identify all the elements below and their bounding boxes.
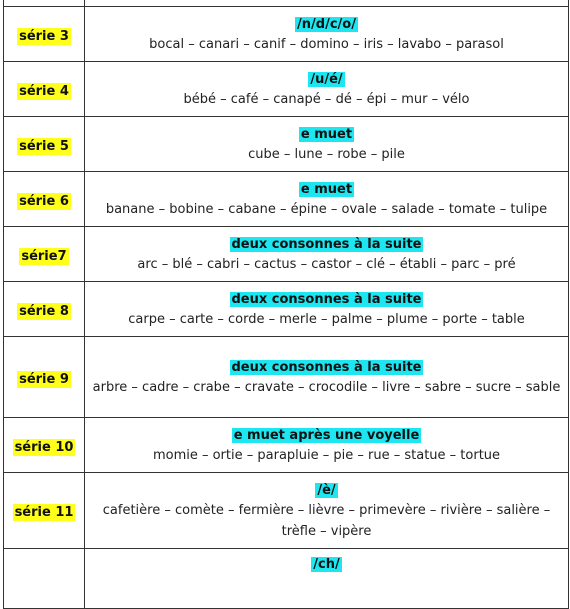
series-label: série 3 — [19, 28, 69, 44]
table-row — [4, 117, 569, 172]
sound-heading: e muet — [300, 127, 353, 142]
series-label: série 11 — [14, 505, 74, 520]
series-label-cell — [4, 7, 85, 62]
series-content-cell — [85, 172, 569, 227]
sound-heading: deux consonnes à la suite — [231, 237, 422, 252]
sound-heading: deux consonnes à la suite — [231, 292, 422, 307]
series-label: série 4 — [19, 83, 69, 99]
sound-heading: deux consonnes à la suite — [231, 360, 422, 375]
sound-heading: e muet — [300, 182, 353, 197]
word-list: arc – blé – cabri – cactus – castor – clé – établi – parc – pré — [137, 257, 516, 272]
word-list: momie – ortie – parapluie – pie – rue – statue – tortue — [152, 448, 501, 463]
word-list: cafetière – comète – fermière – lièvre – primevère – rivière – salière – trèfle – vipère — [102, 503, 551, 539]
word-list: bébé – café – canapé – dé – épi – mur – vélo — [183, 92, 470, 107]
sound-heading: e muet après une voyelle — [233, 428, 420, 443]
series-label-cell — [4, 418, 85, 473]
word-list: arbre – cadre – crabe – cravate – crocodile – livre – sabre – sucre – sable — [92, 380, 561, 395]
table-row — [4, 282, 569, 337]
series-label-cell — [4, 282, 85, 337]
table-row — [4, 172, 569, 227]
table-row — [4, 7, 569, 62]
sound-heading: /u/é/ — [310, 72, 343, 87]
table-row — [4, 418, 569, 473]
series-content-cell — [85, 62, 569, 117]
series-label: série 8 — [19, 303, 69, 319]
series-label-cell — [4, 473, 85, 549]
word-series-sheet — [3, 0, 569, 609]
table-row — [4, 549, 569, 609]
series-content-cell — [85, 418, 569, 473]
series-label: série 9 — [19, 371, 69, 387]
word-list: bocal – canari – canif – domino – iris – lavabo – parasol — [149, 37, 504, 52]
series-table — [3, 0, 569, 609]
series-label-cell — [4, 227, 85, 282]
table-row — [4, 337, 569, 418]
sound-heading: /ch/ — [313, 557, 340, 572]
word-list: banane – bobine – cabane – épine – ovale – salade – tomate – tulipe — [105, 202, 548, 217]
series-label-cell — [4, 117, 85, 172]
series-content-cell — [85, 549, 569, 609]
series-label: série 6 — [19, 193, 69, 209]
sound-heading: /n/d/c/o/ — [297, 17, 356, 32]
table-row — [4, 227, 569, 282]
series-content-cell — [85, 282, 569, 337]
series-label: série 10 — [14, 439, 74, 455]
sound-heading: /è/ — [317, 483, 336, 498]
series-label-cell — [4, 172, 85, 227]
series-label: série7 — [21, 248, 67, 264]
table-row — [4, 62, 569, 117]
series-label-cell — [4, 62, 85, 117]
series-content-cell — [85, 227, 569, 282]
series-label-cell — [4, 549, 85, 609]
series-content-cell — [85, 117, 569, 172]
series-content-cell — [85, 7, 569, 62]
series-content-cell — [85, 473, 569, 549]
series-content-cell — [85, 337, 569, 418]
table-row — [4, 473, 569, 549]
series-label: série 5 — [19, 138, 69, 154]
word-list: carpe – carte – corde – merle – palme – plume – porte – table — [128, 312, 525, 327]
series-label-cell — [4, 337, 85, 418]
word-list: cube – lune – robe – pile — [248, 147, 405, 162]
